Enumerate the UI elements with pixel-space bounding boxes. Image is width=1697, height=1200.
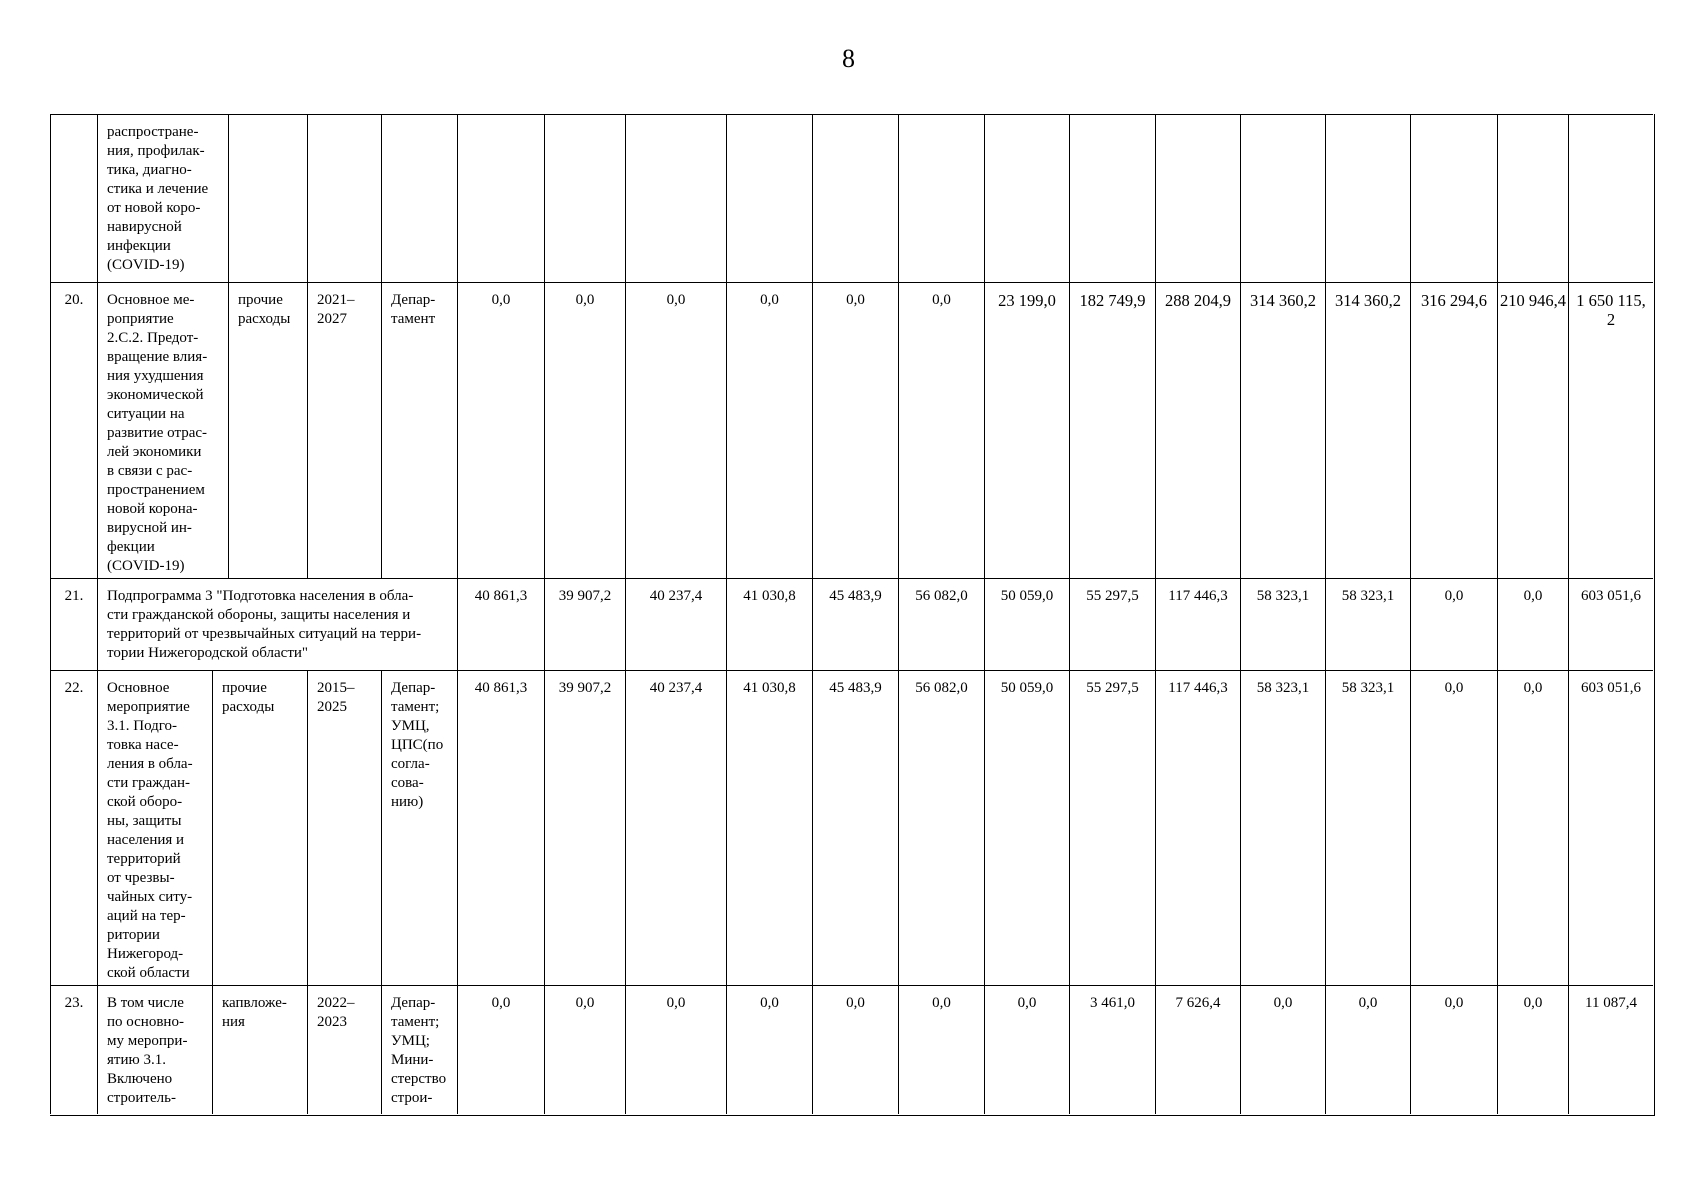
- value-cell: [457, 114, 544, 282]
- value-cell: [1069, 114, 1155, 282]
- value-cell-text: [813, 115, 898, 123]
- value-cell-text: 314 360,2: [1335, 291, 1401, 310]
- value-cell-text: 603 051,6: [1581, 588, 1641, 604]
- subprogram-name-cell: [97, 578, 457, 670]
- value-cell: [984, 670, 1069, 985]
- measure-name-cell-text: Основное ме- роприятие 2.С.2. Предот- вращение влия- ния ухудшения экономической ситуации на развитие отрас- лей экономики в связи с рас- пространением новой корона- вирусной ин- фекции (COVID-19): [107, 292, 208, 574]
- row-number-cell: [50, 985, 97, 1114]
- value-cell: [625, 985, 726, 1114]
- measure-name-cell-text: Основное мероприятие 3.1. Подго- товка насе- ления в обла- сти граждан- ской оборо- ны, защиты населения и территорий от чрезвы- чайных ситу- аций на тер- ритории Нижегород- ской области: [107, 680, 193, 981]
- value-cell-text: 58 323,1: [1256, 680, 1310, 696]
- value-cell-text: 0,0: [1523, 995, 1543, 1011]
- value-cell: [1155, 578, 1240, 670]
- value-cell: [544, 578, 625, 670]
- value-cell: [1240, 670, 1325, 985]
- value-cell-text: 182 749,9: [1079, 291, 1146, 310]
- executor-cell: [381, 114, 457, 282]
- value-cell: [812, 578, 898, 670]
- value-cell: [1240, 282, 1325, 578]
- value-cell-text: 0,0: [666, 995, 686, 1011]
- value-cell: [1497, 578, 1568, 670]
- expense-type-cell-text: прочие расходы: [222, 680, 275, 715]
- value-cell: [1410, 578, 1497, 670]
- value-cell: [1497, 282, 1568, 578]
- value-cell: [984, 114, 1069, 282]
- value-cell: [898, 282, 984, 578]
- value-cell-text: 58 323,1: [1341, 680, 1395, 696]
- value-cell: [457, 578, 544, 670]
- period-cell-text: 2021– 2027: [317, 292, 355, 327]
- value-cell: [726, 985, 812, 1114]
- value-cell: [1497, 114, 1568, 282]
- measure-name-cell-text: В том числе по основно- му меропри- ятию 3.1. Включено строитель-: [107, 995, 188, 1106]
- executor-cell: [381, 670, 457, 985]
- value-cell-text: 50 059,0: [1000, 588, 1054, 604]
- value-cell-text: 0,0: [932, 292, 951, 308]
- value-cell-text: 117 446,3: [1168, 588, 1228, 604]
- value-cell: [726, 578, 812, 670]
- value-cell: [625, 578, 726, 670]
- value-cell-text: 56 082,0: [915, 588, 968, 604]
- value-cell-text: 55 297,5: [1086, 680, 1139, 696]
- value-cell-text: 0,0: [932, 995, 951, 1011]
- value-cell-text: 39 907,2: [558, 588, 612, 604]
- value-cell-text: 23 199,0: [998, 291, 1056, 310]
- measure-name-cell: [97, 114, 228, 282]
- value-cell-text: 11 087,4: [1585, 995, 1637, 1011]
- value-cell-text: 603 051,6: [1581, 680, 1641, 696]
- period-cell-text: 2022– 2023: [317, 995, 355, 1030]
- value-cell-text: 0,0: [846, 995, 865, 1011]
- value-cell: [726, 282, 812, 578]
- value-cell-text: 58 323,1: [1341, 588, 1395, 604]
- value-cell: [1410, 670, 1497, 985]
- value-cell: [726, 114, 812, 282]
- expense-type-cell: [228, 282, 307, 578]
- value-cell-text: 288 204,9: [1165, 291, 1231, 310]
- value-cell-text: [985, 115, 1069, 123]
- value-cell: [812, 985, 898, 1114]
- row-number-cell-text: 22.: [64, 680, 84, 696]
- value-cell-text: 55 297,5: [1086, 588, 1139, 604]
- value-cell-text: 0,0: [491, 292, 511, 308]
- value-cell-text: 40 861,3: [474, 588, 528, 604]
- page-number: 8: [842, 44, 855, 73]
- value-cell: [457, 985, 544, 1114]
- value-cell-text: [1241, 115, 1325, 123]
- executor-cell: [381, 985, 457, 1114]
- executor-cell-text: [382, 115, 457, 123]
- value-cell: [1069, 985, 1155, 1114]
- value-cell-text: [1070, 115, 1155, 123]
- measure-name-cell-text: распростране- ния, профилак- тика, диагно- стика и лечение от новой коро- навирусной инфекции (COVID-19): [107, 124, 209, 273]
- period-cell-text: 2015– 2025: [317, 680, 355, 715]
- value-cell-text: 0,0: [1523, 588, 1543, 604]
- value-cell-text: 316 294,6: [1421, 291, 1487, 310]
- value-cell: [1410, 985, 1497, 1114]
- value-cell-text: 41 030,8: [743, 588, 796, 604]
- value-cell: [544, 670, 625, 985]
- value-cell: [1069, 578, 1155, 670]
- value-cell-text: 0,0: [1444, 588, 1464, 604]
- expense-type-cell-text: [229, 115, 307, 123]
- value-cell-text: 0,0: [1273, 995, 1293, 1011]
- value-cell: [1240, 114, 1325, 282]
- value-cell: [625, 282, 726, 578]
- value-cell-text: 0,0: [1444, 995, 1464, 1011]
- value-cell-text: 45 483,9: [829, 588, 882, 604]
- value-cell: [1069, 670, 1155, 985]
- value-cell: [812, 282, 898, 578]
- value-cell-text: [1411, 115, 1497, 123]
- value-cell-text: [1569, 115, 1653, 123]
- value-cell: [544, 282, 625, 578]
- value-cell: [898, 670, 984, 985]
- value-cell-text: 0,0: [575, 995, 595, 1011]
- measure-name-cell: [97, 282, 228, 578]
- value-cell: [1410, 282, 1497, 578]
- value-cell-text: 40 237,4: [649, 680, 703, 696]
- expense-type-cell-text: капвложе- ния: [222, 995, 287, 1030]
- value-cell: [1568, 985, 1653, 1114]
- subprogram-name-cell-text: Подпрограмма 3 "Подготовка населения в обла- сти гражданской обороны, защиты населения и территорий от чрезвычайных ситуаций на терри- тории Нижегородской области": [107, 588, 422, 661]
- value-cell: [812, 114, 898, 282]
- value-cell-text: [727, 115, 812, 123]
- value-cell-text: 40 861,3: [474, 680, 528, 696]
- value-cell-text: 0,0: [1358, 995, 1378, 1011]
- value-cell-text: 0,0: [1017, 995, 1037, 1011]
- value-cell-text: [626, 115, 726, 123]
- period-cell: [307, 282, 381, 578]
- value-cell: [1568, 114, 1653, 282]
- value-cell: [1155, 985, 1240, 1114]
- value-cell-text: [458, 115, 544, 123]
- value-cell: [726, 670, 812, 985]
- value-cell: [544, 114, 625, 282]
- value-cell: [1497, 670, 1568, 985]
- value-cell-text: 314 360,2: [1250, 291, 1316, 310]
- value-cell: [625, 114, 726, 282]
- measure-name-cell: [97, 670, 212, 985]
- value-cell-text: 0,0: [491, 995, 511, 1011]
- value-cell-text: 0,0: [760, 292, 779, 308]
- value-cell-text: 7 626,4: [1175, 995, 1221, 1011]
- value-cell-text: 0,0: [575, 292, 595, 308]
- value-cell: [1497, 985, 1568, 1114]
- value-cell-text: 0,0: [760, 995, 779, 1011]
- value-cell-text: 41 030,8: [743, 680, 796, 696]
- value-cell: [1325, 985, 1410, 1114]
- value-cell: [625, 670, 726, 985]
- value-cell-text: 117 446,3: [1168, 680, 1228, 696]
- value-cell: [984, 578, 1069, 670]
- value-cell: [1240, 985, 1325, 1114]
- value-cell-text: [1326, 115, 1410, 123]
- executor-cell: [381, 282, 457, 578]
- value-cell: [1069, 282, 1155, 578]
- value-cell: [1325, 114, 1410, 282]
- value-cell: [457, 282, 544, 578]
- value-cell-text: 0,0: [1444, 680, 1464, 696]
- period-cell: [307, 114, 381, 282]
- value-cell: [898, 985, 984, 1114]
- value-cell: [1325, 670, 1410, 985]
- row-number-cell-text: 20.: [64, 292, 84, 308]
- row-number-cell: [50, 114, 97, 282]
- expense-type-cell: [212, 670, 307, 985]
- value-cell: [544, 985, 625, 1114]
- row-number-cell: [50, 282, 97, 578]
- value-cell-text: 56 082,0: [915, 680, 968, 696]
- value-cell-text: [1156, 115, 1240, 123]
- value-cell-text: [1498, 115, 1568, 123]
- value-cell: [1155, 670, 1240, 985]
- value-cell: [1568, 670, 1653, 985]
- value-cell: [1325, 282, 1410, 578]
- value-cell-text: [545, 115, 625, 123]
- executor-cell-text: Депар- тамент; УМЦ; Мини- стерство строи-: [391, 995, 447, 1106]
- period-cell: [307, 985, 381, 1114]
- expense-type-cell: [212, 985, 307, 1114]
- value-cell: [1410, 114, 1497, 282]
- value-cell: [1240, 578, 1325, 670]
- executor-cell-text: Депар- тамент: [391, 292, 436, 327]
- row-number-cell-text: [51, 115, 97, 123]
- period-cell-text: [308, 115, 381, 123]
- value-cell-text: 210 946,4: [1500, 291, 1566, 310]
- value-cell: [898, 578, 984, 670]
- value-cell: [1325, 578, 1410, 670]
- value-cell: [1155, 114, 1240, 282]
- value-cell: [984, 282, 1069, 578]
- value-cell: [457, 670, 544, 985]
- row-number-cell-text: 21.: [64, 588, 84, 604]
- value-cell-text: 40 237,4: [649, 588, 703, 604]
- value-cell-text: 3 461,0: [1090, 995, 1135, 1011]
- value-cell-text: 0,0: [846, 292, 865, 308]
- value-cell: [1155, 282, 1240, 578]
- value-cell-text: [899, 115, 984, 123]
- row-number-cell: [50, 670, 97, 985]
- value-cell-text: 39 907,2: [558, 680, 612, 696]
- period-cell: [307, 670, 381, 985]
- value-cell-text: 0,0: [1523, 680, 1543, 696]
- expense-type-cell: [228, 114, 307, 282]
- value-cell-text: 0,0: [666, 292, 686, 308]
- measure-name-cell: [97, 985, 212, 1114]
- row-number-cell: [50, 578, 97, 670]
- value-cell: [1568, 578, 1653, 670]
- expense-type-cell-text: прочие расходы: [238, 292, 291, 327]
- value-cell: [812, 670, 898, 985]
- value-cell-text: 50 059,0: [1000, 680, 1054, 696]
- value-cell-text: 58 323,1: [1256, 588, 1310, 604]
- row-number-cell-text: 23.: [64, 995, 84, 1011]
- value-cell: [984, 985, 1069, 1114]
- value-cell: [898, 114, 984, 282]
- value-cell: [1568, 282, 1653, 578]
- value-cell-text: 1 650 115, 2: [1576, 291, 1646, 329]
- executor-cell-text: Депар- тамент; УМЦ, ЦПС(по согла- сова- нию): [391, 680, 444, 810]
- value-cell-text: 45 483,9: [829, 680, 882, 696]
